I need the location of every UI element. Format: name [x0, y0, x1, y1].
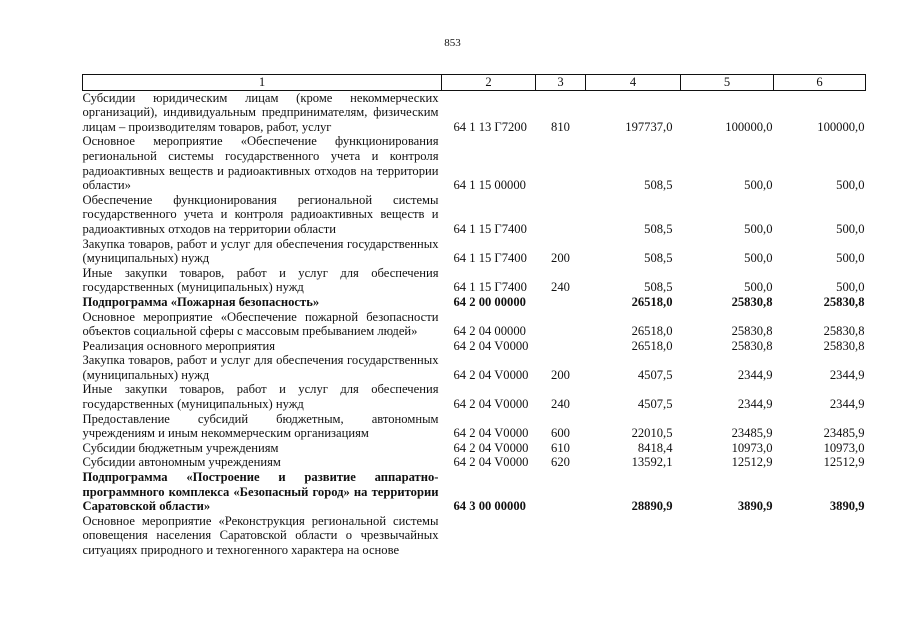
row-value-col-6: 3890,9 [829, 499, 865, 514]
row-expense-type [536, 514, 586, 558]
row-value-col-5: 25830,8 [731, 294, 773, 309]
row-value-col-4: 28890,9 [631, 499, 673, 514]
header-col-2: 2 [442, 75, 536, 91]
row-target-code: 64 2 00 00000 [453, 294, 526, 309]
row-description: Обеспечение функционирования региональной системы государственного учета и контроля радиоактивных веществ и радиоактивных отходов на территории области [82, 192, 439, 236]
row-value-col-4: 508,5 [644, 280, 673, 295]
table-row [83, 441, 866, 456]
row-description: Закупка товаров, работ и услуг для обеспечения государственных (муниципальных) нужд [82, 353, 439, 382]
table-row [83, 295, 866, 310]
row-target-code [442, 514, 536, 558]
row-target-code: 64 1 15 Г7400 [453, 280, 527, 295]
header-col-5: 5 [681, 75, 774, 91]
row-expense-type: 200 [551, 367, 570, 382]
row-value-col-4: 197737,0 [625, 119, 673, 134]
row-value-col-6: 500,0 [836, 221, 865, 236]
row-value-col-6: 500,0 [836, 251, 865, 266]
row-value-col-5 [681, 514, 774, 558]
row-value-col-4: 22010,5 [631, 426, 673, 441]
row-target-code: 64 1 13 Г7200 [453, 119, 527, 134]
table-row [83, 514, 866, 558]
row-expense-type: 620 [551, 455, 570, 470]
row-value-col-6: 2344,9 [829, 397, 865, 412]
row-description: Подпрограмма «Построение и развитие аппаратно-программного комплекса «Безопасный город» на территории Саратовской области» [82, 470, 439, 514]
row-value-col-5: 25830,8 [731, 324, 773, 339]
row-target-code: 64 2 04 V0000 [453, 338, 529, 353]
row-value-col-4: 508,5 [644, 251, 673, 266]
row-value-col-5: 500,0 [744, 251, 773, 266]
row-value-col-4: 508,5 [644, 221, 673, 236]
row-target-code: 64 2 04 V0000 [453, 455, 529, 470]
row-target-code: 64 2 04 V0000 [453, 440, 529, 455]
budget-table [82, 74, 866, 558]
table-header [83, 75, 866, 91]
row-target-code: 64 2 04 V0000 [453, 367, 529, 382]
row-value-col-6: 100000,0 [817, 119, 865, 134]
row-value-col-6: 25830,8 [823, 294, 865, 309]
row-value-col-6: 2344,9 [829, 367, 865, 382]
row-expense-type: 200 [551, 251, 570, 266]
row-description: Субсидии бюджетным учреждениям [82, 440, 279, 455]
header-col-3: 3 [536, 75, 586, 91]
row-value-col-5: 100000,0 [725, 119, 773, 134]
table-row [83, 90, 866, 134]
row-value-col-6: 23485,9 [823, 426, 865, 441]
row-value-col-5: 3890,9 [737, 499, 773, 514]
row-value-col-4 [586, 514, 681, 558]
row-value-col-4: 26518,0 [631, 294, 673, 309]
row-expense-type: 240 [551, 397, 570, 412]
row-value-col-6: 25830,8 [823, 338, 865, 353]
row-value-col-5: 500,0 [744, 221, 773, 236]
row-value-col-6: 10973,0 [823, 440, 865, 455]
row-value-col-6 [774, 514, 866, 558]
table-body [83, 90, 866, 558]
row-value-col-6: 500,0 [836, 280, 865, 295]
row-expense-type [536, 134, 586, 192]
row-description: Иные закупки товаров, работ и услуг для обеспечения государственных (муниципальных) нужд [82, 382, 439, 412]
row-expense-type [536, 339, 586, 354]
row-expense-type: 240 [551, 280, 570, 295]
row-value-col-6: 500,0 [836, 178, 865, 193]
row-expense-type: 600 [551, 426, 570, 441]
row-target-code: 64 1 15 00000 [453, 178, 526, 193]
table-row [83, 412, 866, 441]
row-value-col-4: 508,5 [644, 178, 673, 193]
row-value-col-4: 26518,0 [631, 338, 673, 353]
table-row [83, 339, 866, 354]
row-description: Иные закупки товаров, работ и услуг для обеспечения государственных (муниципальных) нужд [82, 265, 439, 295]
row-description: Реализация основного мероприятия [82, 338, 276, 353]
row-description: Подпрограмма «Пожарная безопасность» [82, 294, 320, 309]
header-col-1: 1 [83, 75, 442, 91]
header-row [83, 75, 866, 91]
row-description: Закупка товаров, работ и услуг для обеспечения государственных (муниципальных) нужд [82, 236, 439, 266]
row-value-col-6: 25830,8 [823, 324, 865, 339]
row-description: Субсидии юридическим лицам (кроме некоммерческих организаций), индивидуальным предпринимателям, физическим лицам – производителям товаров, работ, услуг [82, 90, 439, 134]
row-value-col-5: 500,0 [744, 280, 773, 295]
row-value-col-5: 23485,9 [731, 426, 773, 441]
row-description: Основное мероприятие «Обеспечение пожарной безопасности объектов социальной сферы с массовым пребыванием людей» [82, 309, 439, 339]
row-value-col-4: 4507,5 [637, 397, 673, 412]
header-col-6: 6 [774, 75, 866, 91]
row-target-code: 64 2 04 V0000 [453, 426, 529, 441]
page-number: 853 [444, 37, 461, 49]
row-target-code: 64 2 04 00000 [453, 324, 526, 339]
row-expense-type [536, 295, 586, 310]
row-value-col-5: 10973,0 [731, 440, 773, 455]
table-row [83, 382, 866, 411]
row-target-code: 64 1 15 Г7400 [453, 221, 527, 236]
row-expense-type: 610 [551, 440, 570, 455]
row-description: Предоставление субсидий бюджетным, автономным учреждениям и иным некоммерческим организациям [82, 411, 439, 441]
row-expense-type [536, 193, 586, 237]
row-target-code: 64 2 04 V0000 [453, 397, 529, 412]
row-value-col-5: 2344,9 [737, 397, 773, 412]
row-value-col-5: 500,0 [744, 178, 773, 193]
table-row [83, 470, 866, 514]
row-value-col-5: 2344,9 [737, 367, 773, 382]
row-description: Основное мероприятие «Обеспечение функционирования региональной системы государственного учета и контроля радиоактивных веществ и радиоактивных отходов на территории области» [82, 134, 439, 193]
table-row [83, 266, 866, 295]
row-value-col-4: 8418,4 [637, 440, 673, 455]
row-description: Основное мероприятие «Реконструкция региональной системы оповещения населения Саратовской области о чрезвычайных ситуациях природного и техногенного характера на основе [82, 513, 439, 557]
row-target-code: 64 3 00 00000 [453, 499, 526, 514]
table-row [83, 237, 866, 266]
row-expense-type: 810 [551, 119, 570, 134]
header-col-4: 4 [586, 75, 681, 91]
table-row [83, 310, 866, 339]
table-row [83, 134, 866, 192]
row-value-col-5: 12512,9 [731, 455, 773, 470]
table-row [83, 193, 866, 237]
row-target-code: 64 1 15 Г7400 [453, 251, 527, 266]
table-row [83, 353, 866, 382]
row-value-col-4: 26518,0 [631, 324, 673, 339]
row-expense-type [536, 470, 586, 514]
row-expense-type [536, 310, 586, 339]
row-value-col-4: 13592,1 [631, 455, 673, 470]
table-row [83, 455, 866, 470]
row-value-col-6: 12512,9 [823, 455, 865, 470]
row-value-col-5: 25830,8 [731, 338, 773, 353]
row-description: Субсидии автономным учреждениям [82, 455, 281, 470]
row-value-col-4: 4507,5 [637, 367, 673, 382]
